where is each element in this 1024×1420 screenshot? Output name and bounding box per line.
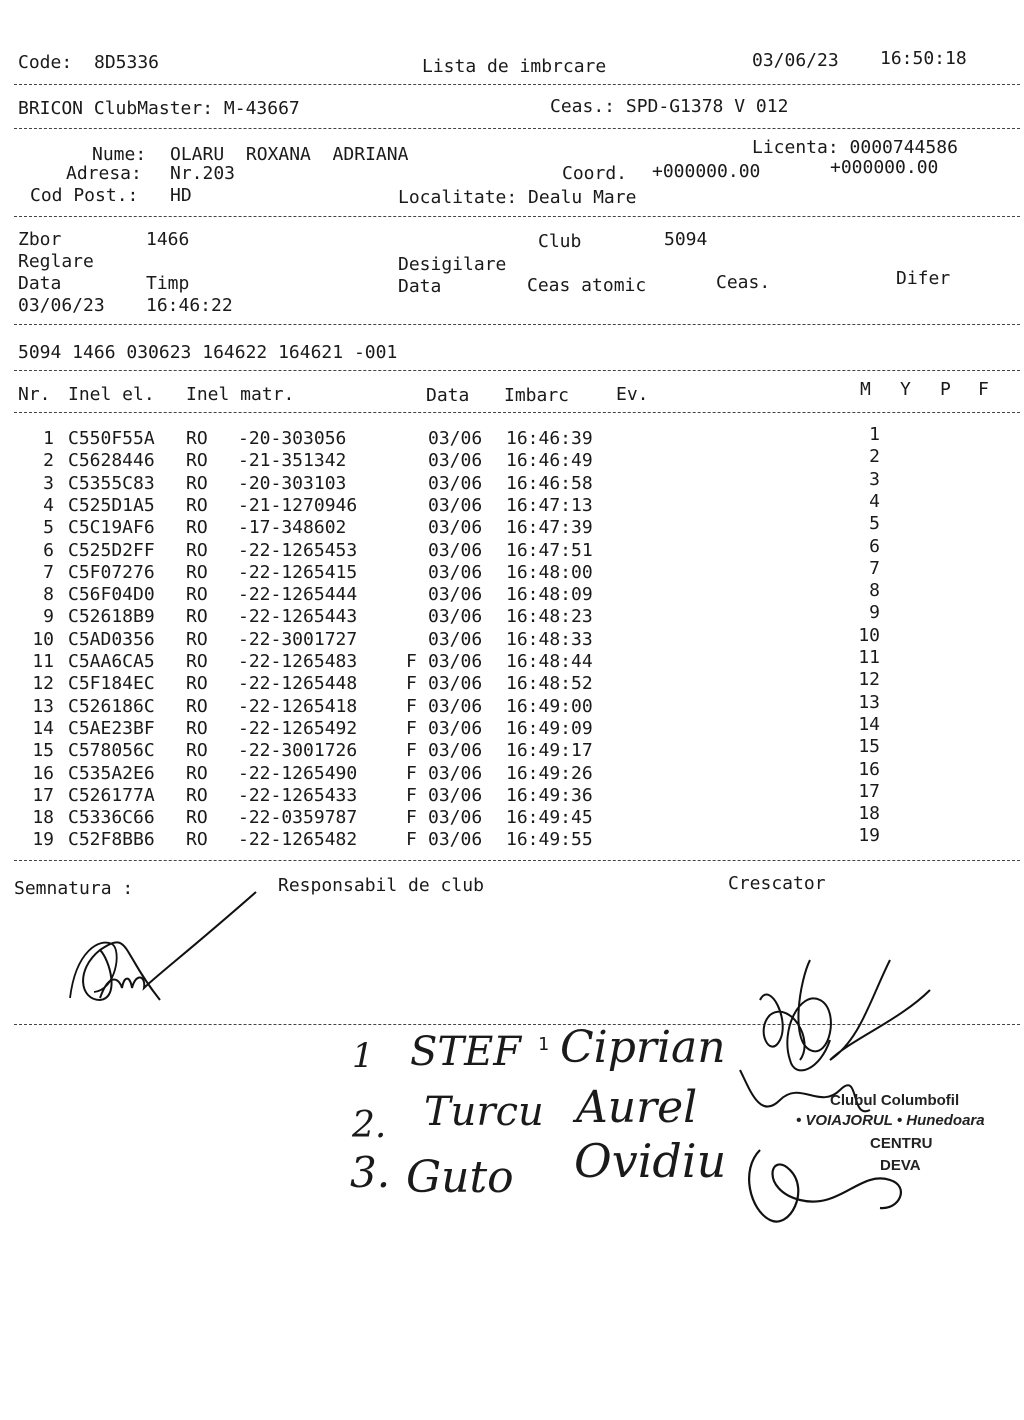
cell-inel-matr: -22-1265492: [238, 717, 358, 739]
cell-m: 2: [869, 446, 880, 468]
cell-date: 03/06: [428, 651, 483, 672]
cell-m: 8: [869, 580, 880, 602]
cell-time: 16:49:09: [506, 717, 593, 739]
cell-time: 16:49:00: [506, 695, 593, 717]
cell-date: 03/06: [428, 450, 483, 472]
hand-line1-sup: 1: [538, 1034, 549, 1055]
cell-nr: 6: [43, 539, 54, 561]
cell-time: 16:48:33: [506, 628, 593, 650]
cell-inel-el: C5F07276: [68, 561, 155, 583]
nume-label: Nume:: [92, 144, 147, 165]
divider: [14, 860, 1020, 861]
cell-inel-el: C526177A: [68, 784, 155, 806]
cell-inel-el: C525D2FF: [68, 539, 155, 561]
cell-inel-matr: -22-1265443: [238, 606, 358, 628]
cell-country: RO: [186, 584, 208, 606]
cell-inel-el: C526186C: [68, 695, 155, 717]
cell-sex: F: [406, 807, 417, 829]
cell-m: 7: [869, 557, 880, 579]
responsabil-label: Responsabil de club: [278, 875, 484, 896]
difer-label: Difer: [896, 268, 951, 289]
cell-m: 11: [858, 647, 880, 668]
cell-inel-matr: -20-303103: [238, 472, 347, 494]
cell-inel-el: C535A2E6: [68, 762, 155, 784]
cell-m: 14: [858, 713, 880, 735]
cell-date: 03/06: [428, 784, 483, 806]
cell-time: 16:48:52: [506, 673, 593, 695]
cell-m: 15: [858, 736, 880, 758]
cell-country: RO: [186, 717, 208, 739]
cell-m: 12: [858, 669, 880, 691]
cell-nr: 1: [43, 428, 54, 449]
hand-line2-first: Aurel: [576, 1082, 698, 1133]
cell-inel-el: C5AA6CA5: [68, 651, 155, 672]
cell-country: RO: [186, 695, 208, 717]
cell-date: 03/06: [428, 762, 483, 784]
cell-inel-matr: -22-1265444: [238, 584, 358, 606]
cell-m: 13: [858, 691, 880, 713]
cell-date: 03/06: [428, 673, 483, 695]
cell-inel-matr: -22-1265448: [238, 673, 358, 695]
club-value: 5094: [664, 229, 708, 250]
cell-nr: 16: [32, 762, 54, 784]
cell-country: RO: [186, 651, 208, 672]
cell-time: 16:46:39: [506, 428, 593, 449]
cell-inel-el: C5628446: [68, 450, 155, 472]
cell-inel-matr: -22-1265482: [238, 829, 358, 851]
cell-nr: 13: [32, 695, 54, 717]
cell-date: 03/06: [428, 628, 483, 650]
adresa-label: Adresa:: [66, 163, 142, 184]
cell-date: 03/06: [428, 539, 483, 561]
divider: [14, 216, 1020, 217]
divider: [14, 84, 1020, 85]
col-y: Y: [900, 379, 911, 400]
cell-sex: F: [406, 762, 417, 784]
divider: [14, 128, 1020, 129]
hand-line1-first: Ciprian: [560, 1022, 726, 1073]
cell-m: 10: [858, 624, 880, 646]
cell-nr: 8: [43, 584, 54, 606]
cell-nr: 14: [32, 717, 54, 739]
cell-m: 16: [858, 758, 880, 780]
cell-date: 03/06: [428, 561, 483, 583]
cell-date: 03/06: [428, 606, 483, 628]
cell-time: 16:49:45: [506, 807, 593, 829]
zbor-value: 1466: [146, 229, 190, 250]
licenta: Licenta: 0000744586: [752, 137, 958, 158]
codpost-value: HD: [170, 185, 192, 206]
coord-x: +000000.00: [652, 161, 761, 182]
reglare-label: Reglare: [18, 251, 94, 272]
cell-date: 03/06: [428, 428, 483, 449]
cell-m: 1: [869, 424, 880, 445]
cell-nr: 9: [43, 606, 54, 628]
ceas-atomic-label: Ceas atomic: [527, 275, 647, 296]
cell-sex: F: [406, 673, 417, 695]
cell-m: 3: [869, 468, 880, 490]
cell-inel-matr: -22-3001727: [238, 628, 358, 650]
cell-date: 03/06: [428, 829, 483, 851]
cell-nr: 5: [43, 517, 54, 539]
cell-inel-el: C5C19AF6: [68, 517, 155, 539]
cell-inel-matr: -22-3001726: [238, 740, 358, 762]
col-nr: Nr.: [18, 384, 51, 405]
cell-time: 16:47:51: [506, 539, 593, 561]
codpost-label: Cod Post.:: [30, 185, 139, 206]
clubmaster-id: BRICON ClubMaster: M-43667: [18, 98, 300, 119]
cell-inel-matr: -22-1265433: [238, 784, 358, 806]
cell-inel-matr: -22-1265490: [238, 762, 358, 784]
cell-sex: F: [406, 740, 417, 762]
clock-id: Ceas.: SPD-G1378 V 012: [550, 96, 789, 117]
cell-sex: F: [406, 651, 417, 672]
cell-nr: 15: [32, 740, 54, 762]
cell-m: 19: [858, 825, 880, 847]
cell-inel-el: C5336C66: [68, 807, 155, 829]
reglare-date: 03/06/23: [18, 295, 105, 316]
cell-time: 16:49:36: [506, 784, 593, 806]
ceas-label: Ceas.: [716, 272, 771, 293]
cell-m: 18: [858, 803, 880, 825]
desigilare-label: Desigilare: [398, 254, 507, 275]
cell-country: RO: [186, 561, 208, 583]
cell-sex: F: [406, 695, 417, 717]
cell-time: 16:47:39: [506, 517, 593, 539]
col-ev: Ev.: [616, 384, 649, 405]
cell-sex: F: [406, 829, 417, 851]
cell-inel-el: C56F04D0: [68, 584, 155, 606]
cell-nr: 12: [32, 673, 54, 695]
cell-date: 03/06: [428, 717, 483, 739]
hand-line3-num: 3.: [350, 1148, 391, 1197]
signatures-crescator: [700, 920, 940, 1230]
semnatura-label: Semnatura :: [14, 878, 134, 899]
col-inel-matr: Inel matr.: [186, 384, 295, 405]
cell-date: 03/06: [428, 740, 483, 762]
cell-country: RO: [186, 807, 208, 829]
col-p: P: [940, 379, 951, 400]
hand-line3-name: Guto: [406, 1152, 514, 1203]
cell-nr: 10: [32, 628, 54, 650]
cell-nr: 19: [32, 829, 54, 851]
cell-m: 5: [869, 513, 880, 535]
cell-inel-matr: -20-303056: [238, 428, 347, 449]
cell-inel-matr: -22-1265453: [238, 539, 358, 561]
cell-time: 16:46:49: [506, 450, 593, 472]
hand-line1-name: STEF: [410, 1029, 522, 1075]
zbor-label: Zbor: [18, 229, 62, 250]
cell-nr: 2: [43, 450, 54, 472]
cell-date: 03/06: [428, 494, 483, 516]
cell-country: RO: [186, 517, 208, 539]
crescator-label: Crescator: [728, 873, 826, 894]
stamp-line2: • VOIAJORUL • Hunedoara: [796, 1112, 985, 1129]
cell-date: 03/06: [428, 807, 483, 829]
cell-nr: 4: [43, 494, 54, 516]
cell-country: RO: [186, 762, 208, 784]
hand-line1-num: 1: [352, 1036, 374, 1076]
cell-inel-el: C5355C83: [68, 472, 155, 494]
cell-inel-el: C525D1A5: [68, 494, 155, 516]
cell-inel-el: C578056C: [68, 740, 155, 762]
cell-inel-matr: -22-1265418: [238, 695, 358, 717]
cell-country: RO: [186, 829, 208, 851]
timp-label: Timp: [146, 273, 190, 294]
cell-country: RO: [186, 494, 208, 516]
cell-inel-matr: -21-1270946: [238, 494, 358, 516]
divider: [14, 324, 1020, 325]
divider: [14, 412, 1020, 413]
col-m: M: [860, 379, 871, 400]
code-value: 8D5336: [94, 52, 160, 73]
cell-m: 9: [869, 602, 880, 624]
localitate: Localitate: Dealu Mare: [398, 187, 637, 208]
stamp-line4: DEVA: [880, 1157, 921, 1174]
col-inel-el: Inel el.: [68, 384, 155, 405]
cell-time: 16:48:44: [506, 651, 593, 672]
cell-inel-el: C5F184EC: [68, 673, 155, 695]
cell-time: 16:49:26: [506, 762, 593, 784]
document-title: Lista de imbrcare: [422, 56, 607, 77]
cell-nr: 3: [43, 472, 54, 494]
cell-inel-matr: -22-0359787: [238, 807, 358, 829]
cell-country: RO: [186, 450, 208, 472]
cell-country: RO: [186, 472, 208, 494]
summary-line: 5094 1466 030623 164622 164621 -001: [18, 342, 398, 363]
cell-time: 16:46:58: [506, 472, 593, 494]
cell-inel-el: C52F8BB6: [68, 829, 155, 851]
cell-inel-matr: -22-1265415: [238, 561, 358, 583]
cell-nr: 17: [32, 784, 54, 806]
cell-m: 17: [858, 780, 880, 802]
cell-inel-matr: -21-351342: [238, 450, 347, 472]
cell-nr: 11: [32, 651, 54, 672]
cell-date: 03/06: [428, 517, 483, 539]
cell-date: 03/06: [428, 584, 483, 606]
cell-inel-matr: -22-1265483: [238, 651, 358, 672]
cell-country: RO: [186, 539, 208, 561]
cell-time: 16:49:55: [506, 829, 593, 851]
cell-nr: 7: [43, 561, 54, 583]
cell-time: 16:47:13: [506, 494, 593, 516]
hand-line2-name: Turcu: [424, 1089, 544, 1135]
code-label: Code:: [18, 52, 73, 73]
cell-country: RO: [186, 740, 208, 762]
signature-responsabil: [60, 880, 280, 1020]
print-date: 03/06/23: [752, 50, 839, 71]
club-label: Club: [538, 231, 582, 252]
print-time: 16:50:18: [880, 48, 967, 69]
cell-country: RO: [186, 784, 208, 806]
adresa-value: Nr.203: [170, 163, 236, 184]
stamp-line1: Clubul Columbofil: [830, 1092, 960, 1109]
cell-m: 6: [869, 535, 880, 557]
cell-inel-matr: -17-348602: [238, 517, 347, 539]
divider: [14, 370, 1020, 371]
cell-nr: 18: [32, 807, 54, 829]
coord-label: Coord.: [562, 163, 628, 184]
cell-date: 03/06: [428, 472, 483, 494]
cell-time: 16:48:23: [506, 606, 593, 628]
cell-inel-el: C52618B9: [68, 606, 155, 628]
cell-sex: F: [406, 784, 417, 806]
cell-inel-el: C550F55A: [68, 428, 155, 449]
cell-country: RO: [186, 428, 208, 449]
cell-time: 16:49:17: [506, 740, 593, 762]
cell-date: 03/06: [428, 695, 483, 717]
cell-time: 16:48:09: [506, 584, 593, 606]
cell-inel-el: C5AD0356: [68, 628, 155, 650]
reglare-time: 16:46:22: [146, 295, 233, 316]
hand-line2-num: 2.: [352, 1105, 387, 1146]
coord-y: +000000.00: [830, 157, 939, 178]
cell-sex: F: [406, 717, 417, 739]
col-imbarc: Imbarc: [504, 385, 570, 406]
stamp-line3: CENTRU: [870, 1135, 933, 1152]
cell-country: RO: [186, 673, 208, 695]
cell-country: RO: [186, 628, 208, 650]
nume-value: OLARU ROXANA ADRIANA: [170, 144, 409, 165]
hand-line3-first: Ovidiu: [574, 1134, 727, 1188]
col-f: F: [978, 379, 989, 400]
cell-country: RO: [186, 606, 208, 628]
cell-m: 4: [869, 490, 880, 512]
cell-time: 16:48:00: [506, 561, 593, 583]
cell-inel-el: C5AE23BF: [68, 717, 155, 739]
col-data: Data: [426, 385, 470, 406]
data2-label: Data: [398, 276, 442, 297]
data-label: Data: [18, 273, 62, 294]
